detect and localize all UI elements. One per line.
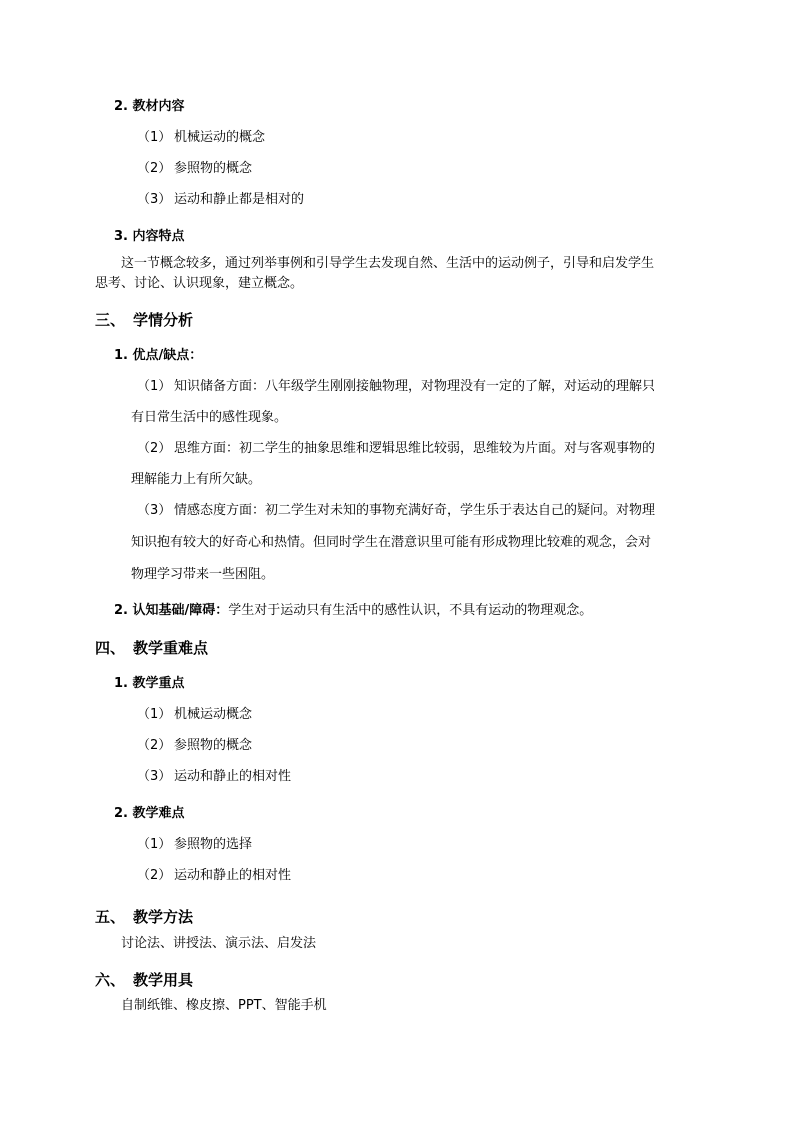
item-number: （3）	[137, 503, 172, 518]
section-heading-3	[95, 310, 193, 330]
list-item	[137, 440, 655, 458]
list-item	[137, 867, 291, 885]
item-text: 运动和静止的相对性	[174, 868, 292, 883]
subheading-youdian: 1. 优点/缺点：	[114, 348, 203, 363]
item-text: 情感态度方面：初二学生对未知的事物充满好奇，学生乐于表达自己的疑问。对物理	[174, 503, 656, 518]
item-number: （1）	[137, 837, 172, 852]
list-item	[137, 737, 252, 755]
cognitive-basis-text: 学生对于运动只有生活中的感性认识，不具有运动的物理观念。	[228, 603, 593, 618]
item-text: 参照物的概念	[174, 161, 253, 176]
paragraph-line: 这一节概念较多，通过列举事例和引导学生去发现自然、生活中的运动例子，引导和启发学生	[121, 256, 655, 271]
item-number: （2）	[137, 441, 172, 456]
list-item	[137, 502, 655, 520]
teaching-tools-text: 自制纸锥、橡皮擦、PPT、智能手机	[121, 998, 327, 1013]
item-number: （2）	[137, 738, 172, 753]
item-text: 运动和静止的相对性	[174, 769, 292, 784]
section-heading-5	[95, 907, 193, 927]
heading-jiaocai: 2. 教材内容	[114, 99, 185, 114]
list-item	[137, 706, 252, 724]
subheading-zhongdian: 1. 教学重点	[114, 676, 185, 691]
item-number: （1）	[137, 130, 172, 145]
section-number: 六、	[95, 971, 126, 989]
subheading-nandian: 2. 教学难点	[114, 806, 185, 821]
list-item	[137, 768, 291, 786]
list-item	[137, 836, 252, 854]
item-number: （2）	[137, 161, 172, 176]
item-number: （2）	[137, 868, 172, 883]
cognitive-basis-line	[114, 602, 592, 620]
section-number: 五、	[95, 908, 126, 926]
list-item	[137, 129, 265, 147]
section-title: 教学重难点	[133, 639, 209, 657]
heading-tedian: 3. 内容特点	[114, 229, 185, 244]
section-heading-4	[95, 638, 208, 658]
item-text: 思维方面：初二学生的抽象思维和逻辑思维比较弱，思维较为片面。对与客观事物的	[174, 441, 656, 456]
item-text: 参照物的概念	[174, 738, 253, 753]
item-number: （3）	[137, 192, 172, 207]
teaching-methods-text: 讨论法、讲授法、演示法、启发法	[121, 936, 317, 951]
paragraph-line: 知识抱有较大的好奇心和热情。但同时学生在潜意识里可能有形成物理比较难的观念，会对	[131, 535, 652, 550]
item-text: 运动和静止都是相对的	[174, 192, 305, 207]
list-item	[137, 378, 655, 396]
paragraph-line: 思考、讨论、认识现象，建立概念。	[95, 276, 304, 291]
item-text: 参照物的选择	[174, 837, 253, 852]
item-number: （1）	[137, 379, 172, 394]
item-text: 知识储备方面：八年级学生刚刚接触物理，对物理没有一定的了解，对运动的理解只	[174, 379, 656, 394]
item-text: 机械运动的概念	[174, 130, 266, 145]
section-number: 四、	[95, 639, 126, 657]
section-title: 学情分析	[133, 311, 194, 329]
subheading-renzhi: 2. 认知基础/障碍：	[114, 603, 229, 618]
list-item	[137, 160, 252, 178]
item-number: （1）	[137, 707, 172, 722]
section-heading-6	[95, 970, 193, 990]
paragraph-line: 有日常生活中的感性现象。	[131, 410, 288, 425]
list-item	[137, 191, 304, 209]
item-number: （3）	[137, 769, 172, 784]
section-title: 教学用具	[133, 971, 194, 989]
item-text: 机械运动概念	[174, 707, 253, 722]
paragraph-line: 物理学习带来一些困阻。	[131, 567, 275, 582]
paragraph-line: 理解能力上有所欠缺。	[131, 472, 262, 487]
section-number: 三、	[95, 311, 126, 329]
section-title: 教学方法	[133, 908, 194, 926]
